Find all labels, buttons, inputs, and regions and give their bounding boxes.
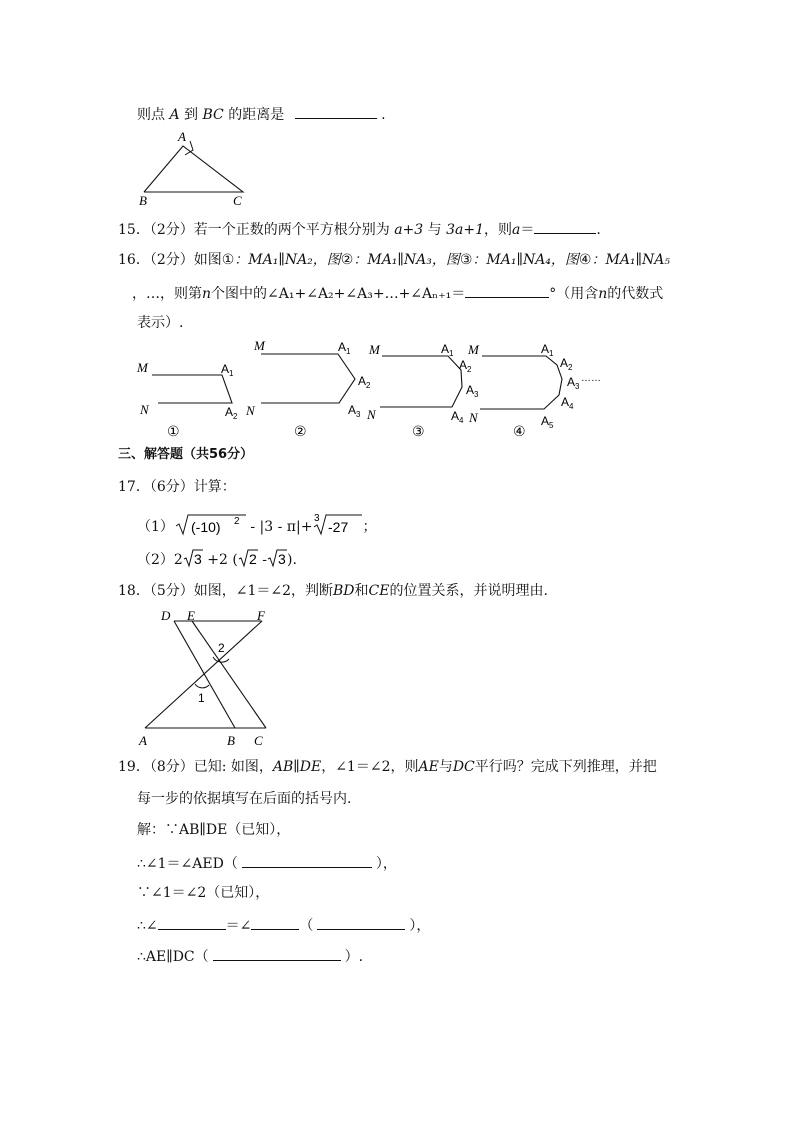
- q18-figure: [135, 604, 285, 750]
- q16-f2-a1: $A_1$: [338, 340, 351, 356]
- q17-part-1: [137, 512, 376, 538]
- q19-step-3: ∵∠1＝∠2（已知），: [137, 885, 270, 901]
- q16-figure-1: [136, 360, 238, 440]
- q16-f1-m: M: [137, 360, 148, 375]
- q17-p1-label: （1）: [137, 519, 174, 535]
- q18-stem: 18．（5分）如图，∠1＝∠2，判断: [118, 583, 333, 599]
- q14-answer-blank[interactable]: [295, 104, 377, 119]
- q14-mid: 到: [184, 107, 199, 123]
- q14-post: 的距离是: [228, 107, 285, 123]
- q16-f1-a1: $A_1$: [221, 362, 234, 378]
- q16-circle-2: ②: [340, 252, 354, 268]
- q18-label-b: B: [227, 733, 235, 748]
- question-16-line-1: [118, 251, 670, 269]
- question-17: 17．（6分）计算：: [118, 479, 236, 495]
- q19-step4-mid: ＝∠: [225, 918, 252, 934]
- q16-figure-2: [245, 338, 371, 440]
- q18-ce: CE: [368, 583, 390, 599]
- question-19-line-2: 每一步的依据填写在后面的括号内.: [137, 791, 352, 807]
- q18-and: 和: [354, 583, 369, 599]
- q15-end: .: [596, 222, 601, 238]
- q19-step5-pre: ∴AE∥DC（: [137, 949, 209, 965]
- q19-mid: ，∠1＝∠2，则: [321, 759, 419, 775]
- question-16-line-2: [132, 283, 663, 303]
- q17-radicand-2b: 2: [248, 551, 257, 567]
- q16-f2-n: N: [246, 403, 255, 418]
- question-18: [118, 582, 548, 600]
- q16-seg-3: ：MA₁∥NA₄，图: [472, 252, 579, 268]
- q16-f4-a4: $A_4$: [561, 395, 574, 411]
- q16-f3-n: N: [367, 407, 376, 422]
- q19-step4-paren: （: [299, 918, 314, 934]
- q16-line2-mid: 个图中的∠A₁+∠A₂+∠A₃+…+∠Aₙ₊₁＝: [211, 286, 466, 302]
- q17-p2-end: ).: [287, 552, 297, 568]
- q15-expr-2: 3a+1: [446, 222, 484, 238]
- q19-step2-pre: ∴∠1＝∠AED（: [137, 856, 238, 872]
- q17-p1-end: ；: [362, 519, 377, 535]
- section-3-heading: 三、解答题（共56分）: [118, 447, 254, 462]
- question-19-line-1: [118, 758, 657, 776]
- q15-expr-1: a+3: [394, 222, 424, 238]
- q16-f4-dots: ……: [581, 373, 601, 384]
- q19-blank-reason-1[interactable]: [242, 853, 372, 868]
- q14-pre: 则点: [137, 107, 165, 123]
- q17-sqrt-2: [238, 547, 258, 569]
- q16-f2-a3: $A_3$: [348, 403, 361, 419]
- q19-dc: DC: [452, 759, 475, 775]
- q18-bd: BD: [333, 583, 355, 599]
- q16-var-n2: n: [598, 286, 608, 302]
- q16-f3-m: M: [369, 342, 380, 357]
- q16-answer-blank[interactable]: [465, 283, 549, 298]
- q17-exponent: 2: [233, 516, 240, 527]
- q14-triangle-figure: [130, 128, 260, 208]
- q16-circle-4: ④: [578, 252, 592, 268]
- q16-f2-m: M: [254, 338, 265, 353]
- q19-blank-angle-2[interactable]: [251, 915, 299, 930]
- q19-with: 与: [438, 759, 453, 775]
- q19-blank-reason-2[interactable]: [317, 915, 405, 930]
- q16-line2-deg: °（用含: [549, 286, 599, 302]
- q18-angle-1: 1: [198, 691, 205, 705]
- q19-ae: AE: [418, 759, 439, 775]
- q16-f2-a2: $A_2$: [358, 374, 371, 390]
- q18-tail: 的位置关系，并说明理由.: [389, 583, 548, 599]
- q17-sqrt-3b: [267, 547, 287, 569]
- q17-root-index: 3: [314, 513, 321, 524]
- q17-sqrt-3a: [183, 547, 203, 569]
- q16-f1-a2: $A_2$: [225, 405, 238, 421]
- q18-label-d: D: [161, 608, 171, 623]
- q16-seg-2: ：MA₁∥NA₃，图: [353, 252, 460, 268]
- q16-f4-a1: $A_1$: [541, 342, 554, 358]
- q17-p2-label: （2）: [137, 552, 174, 568]
- question-16-line-3: 表示）.: [137, 315, 184, 331]
- q16-f4-n: N: [469, 410, 478, 425]
- q19-stem: 19．（8分）已知: 如图，: [118, 759, 273, 775]
- q18-label-e: E: [187, 608, 195, 623]
- q16-figures: [128, 336, 648, 446]
- q14-text: [137, 104, 386, 124]
- q19-blank-angle-1[interactable]: [158, 915, 226, 930]
- q15-stem: 15．（2分）若一个正数的两个平方根分别为: [118, 222, 390, 238]
- q19-step-4: [137, 915, 430, 935]
- q14-fig-label-c: C: [233, 193, 242, 208]
- q17-radicand-1: (-10): [190, 519, 221, 535]
- q16-circle-1: ①: [221, 252, 235, 268]
- q14-end: .: [381, 107, 386, 123]
- q17-p2-minus: -: [257, 552, 268, 568]
- q16-f3-a2: $A_2$: [459, 358, 472, 374]
- q18-label-a: A: [139, 733, 147, 748]
- q16-var-n: n: [202, 286, 212, 302]
- q15-eq: ＝: [520, 222, 535, 238]
- q17-sqrt-1: [174, 512, 246, 538]
- q16-line2-pre: ，…，则第: [132, 286, 202, 302]
- q14-fig-label-a: A: [178, 129, 186, 144]
- q19-blank-reason-3[interactable]: [213, 946, 341, 961]
- q15-answer-blank[interactable]: [534, 219, 596, 234]
- q19-step2-end: ），: [375, 856, 397, 872]
- q17-part-2: [137, 547, 297, 571]
- q17-radicand-2: -27: [328, 519, 349, 535]
- q17-cbrt: [312, 512, 362, 538]
- q19-ab-de: AB∥DE: [272, 759, 322, 775]
- q15-var: a: [511, 222, 521, 238]
- q19-step-1: 解：∵AB∥DE（已知），: [137, 822, 291, 838]
- q14-segment-bc: BC: [202, 107, 224, 123]
- q18-label-c: C: [254, 733, 263, 748]
- q19-step-2: [137, 853, 397, 873]
- q16-f3-label: ③: [412, 424, 425, 440]
- q16-stem: 16．（2分）如图: [118, 252, 222, 268]
- q16-f4-label: ④: [513, 424, 526, 440]
- q15-mid: 与: [427, 222, 442, 238]
- q18-angle-2: 2: [218, 641, 225, 655]
- q17-p2-coef: 2: [173, 552, 183, 568]
- q17-p1-mid: - |3 - π|+: [245, 519, 313, 535]
- q17-radicand-3b: 3: [278, 551, 286, 567]
- q14-fig-label-b: B: [139, 193, 147, 208]
- q16-f3-a3: $A_3$: [466, 383, 479, 399]
- q16-f2-label: ②: [294, 424, 307, 440]
- q14-point-a: A: [169, 107, 180, 123]
- q16-f4-a5: $A_5$: [541, 414, 554, 430]
- q17-radicand-3a: 3: [193, 551, 202, 567]
- q16-f1-n: N: [140, 402, 149, 417]
- q16-figure-4: [467, 342, 601, 440]
- question-15: [118, 219, 601, 239]
- q16-line2-end: 的代数式: [607, 286, 664, 302]
- q19-tail: 平行吗？完成下列推理，并把: [474, 759, 657, 775]
- q19-step-5: [137, 946, 363, 966]
- q15-tail: ，则: [483, 222, 512, 238]
- q16-circle-3: ③: [459, 252, 473, 268]
- q16-f4-m: M: [468, 342, 479, 357]
- q19-step4-pre: ∴∠: [137, 918, 158, 934]
- q16-figure-3: [366, 342, 479, 440]
- q17-p2-mid: +2 (: [202, 552, 238, 568]
- q16-f3-a4: $A_4$: [451, 409, 464, 425]
- q16-seg-1: ：MA₁∥NA₂，图: [234, 252, 341, 268]
- q16-f4-a3: $A_3$: [567, 375, 580, 391]
- q18-label-f: F: [257, 608, 265, 623]
- q19-step5-end: ）.: [344, 949, 364, 965]
- q19-step4-end: ），: [409, 918, 431, 934]
- q16-seg-4: ：MA₁∥NA₅: [591, 252, 670, 268]
- q16-f3-a1: $A_1$: [441, 342, 454, 358]
- q16-f1-label: ①: [167, 424, 180, 440]
- q16-f4-a2: $A_2$: [560, 356, 573, 372]
